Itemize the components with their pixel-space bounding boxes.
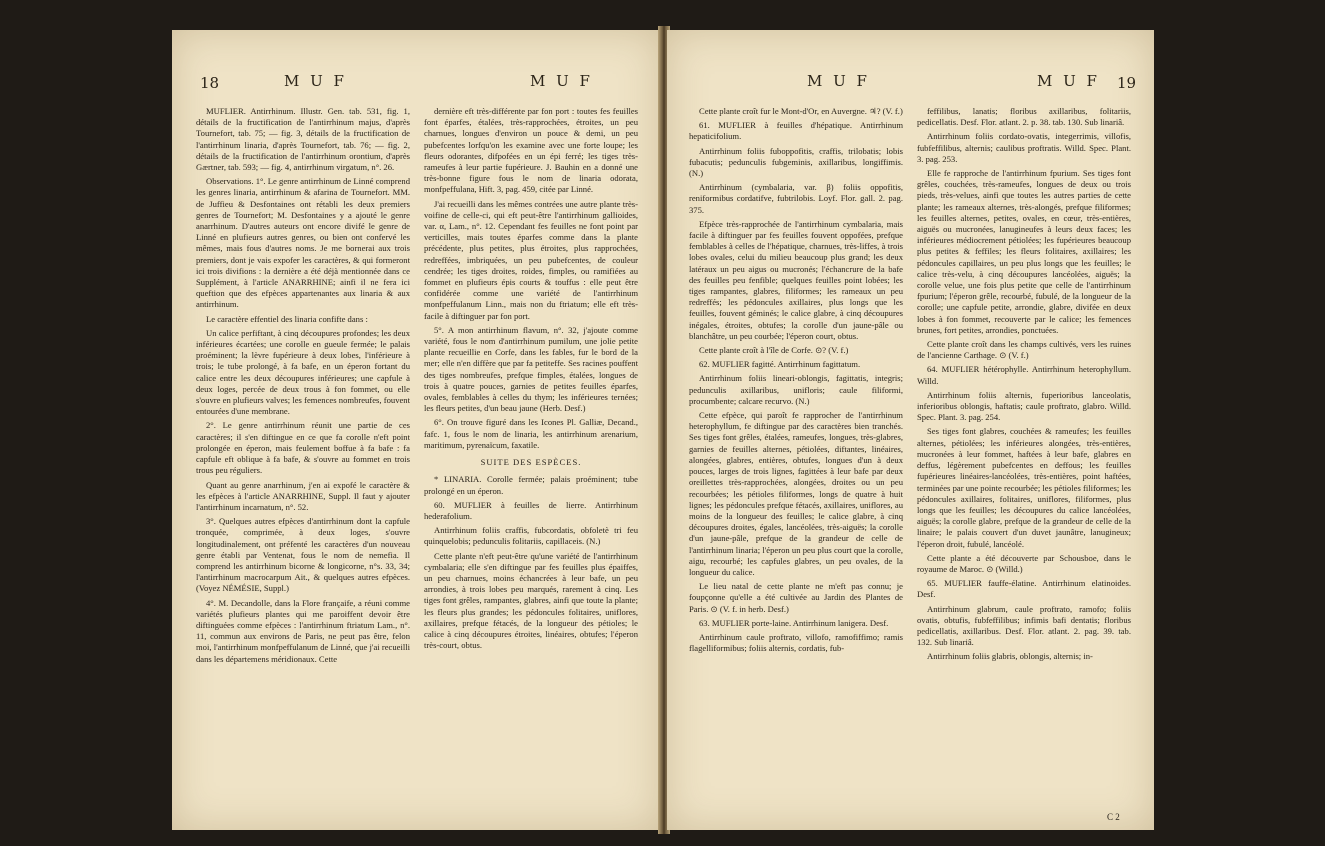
running-header-left: M U F — [284, 72, 347, 90]
paragraph: 5°. A mon antirrhinum flavum, n°. 32, j'ajoute comme variété, fous le nom d'antirrhinum pumilum, une jolie petite plante recueillie en Corfe, dans les fables, fur le bord de la mer; elle n'en diffère que par fa petiteffe. Ses racines pouffent des tiges nombreufes, prefque fimples, étalées, longues de trois à quatre pouces, garnies de petites feuilles éparfes, ovales, femblables à celles du thym; les inférieures ternées; les fleurs petites, d'un beau jaune (Herb. Desf.) — [424, 324, 638, 414]
paragraph: 62. MUFLIER fagitté. Antirrhinum fagittatum. — [699, 359, 861, 370]
paragraph: 64. MUFLIER hétérophylle. Antirrhinum heterophyllum. Willd. — [917, 364, 1131, 386]
paragraph: Le caractère effentiel des linaria confifte dans : — [206, 313, 368, 324]
paragraph: 2°. Le genre antirrhinum réunit une partie de ces caractères; il s'en diftingue en ce que fa corolle n'eft point prolongée en éperon, mais feulement boffue à fa bafe : fa capfule eft oblique à fa bafe, & s'ouvre au fommet en trois trous peu réguliers. — [196, 420, 410, 476]
paragraph: Un calice perfiftant, à cinq découpures profondes; les deux inférieures écartées; une corolle en gueule fermée; le palais proéminent; la lèvre fupérieure à deux lobes, l'inférieure à trois; le tube prolongé, à fa bafe, en un éperon fortant du calice entre les deux découpures inférieures; une capfule à deux loges, percée de deux trous à fon fommet, ou elle s'ouvre en plufieurs valves; les femences nombreufes, fouvent entourées d'une membrane. — [196, 327, 410, 417]
right-page — [667, 30, 1154, 830]
paragraph: dernière eft très-différente par fon port : toutes fes feuilles font éparfes, étalées, très-rapprochées, étroites, un peu charnues, longues d'environ un pouce & demi, un peu pubefcentes lorfqu'on les examine avec une forte loupe; les fleurs odorantes, difpofées en un épi ferré; les tiges très-rameufes à leur partie fupérieure. J. Bauhin en a donné une très-bonne figure fous le nom de linaria odorata, monfpeffulana, Hift. 3, pag. 459, citée par Linné. — [424, 106, 638, 195]
right-column-2 — [917, 106, 1131, 666]
paragraph: Antirrhinum foliis cordato-ovatis, integerrimis, villofis, fubfeffilibus, alternis; caulibus proftratis. Willd. Spec. Plant. 3. pag. 253. — [917, 131, 1131, 164]
paragraph: Antirrhinum (cymbalaria, var. β) foliis oppofitis, reniformibus cordatifve, fubtrilobis. Loyf. Flor. gall. 2. pag. 375. — [689, 182, 903, 215]
paragraph: Cette plante a été découverte par Schousboe, dans le royaume de Maroc. ⊙ (Willd.) — [917, 552, 1131, 574]
paragraph: 61. MUFLIER à feuilles d'hépatique. Antirrhinum hepaticifolium. — [689, 120, 903, 142]
paragraph: J'ai recueilli dans les mêmes contrées une autre plante très-voifine de celle-ci, qui eft peut-être l'antirrhinum gallioides, var. α, Lam., n°. 12. Cependant fes feuilles ne font point par verticilles, mais toutes éparfes comme dans la plante précédente, plus petites, plus étroites, plus rapprochées, redreffées, imbriquées, un peu pubefcentes, de couleur cendrée; les tiges droites, roides, fimples, ou ramifiées au fommet en plufieurs épis courts & touffus : elle peut être confidérée comme une variété de l'antirrhinum monfpeffulanum Linn., mais non du ftriatum; elle eft très-facile à diftinguer par fon port. — [424, 198, 638, 321]
paragraph: MUFLIER. Antirrhinum. Illustr. Gen. tab. 531, fig. 1, détails de la fructification de l'antirrhinum majus, d'après Tournefort, tab. 75; — fig. 3, détails de la fructification de l'antirrhinum linaria, d'après Tournefort, tab. 76; — fig. 2, détails de la fructification de l'antirrhinum orontium, d'après Gærtner, tab. 593; — fig. 4, antirrhinum virgatum, n°. 26. — [196, 106, 410, 173]
paragraph: Cette plante n'eft peut-être qu'une variété de l'antirrhinum cymbalaria; elle s'en diftingue par fes feuilles plus épaiffes, un peu charnues, moins échancrées à leur bafe, un peu arrondies, à trois lobes peu marqués, rarement à cinq. Les tiges font grêles, rampantes, glabres, ainfi que toute la plante; les fleurs plus grandes; les pédoncules folitaires, uniflores, axillaires, prefque fétacés, de la longueur des pétioles; le calice à cinq découpures étroites, linéaires, obtufes; l'éperon très-court, obtus. — [424, 550, 638, 651]
paragraph: 60. MUFLIER à feuilles de lierre. Antirrhinum hederafolium. — [424, 499, 638, 521]
paragraph: 65. MUFLIER fauffe-élatine. Antirrhinum elatinoides. Desf. — [917, 578, 1131, 600]
paragraph: Observations. 1°. Le genre antirrhinum de Linné comprend les genres linaria, antirrhinum & afarina de Tournefort. MM. de Juffieu & Desfontaines ont rétabli les deux premiers genres de Tournefort; M. Desfontaines y a ajouté le genre anarrhinum. D'autres auteurs ont encore divifé le genre de Linné en plufieurs autres genres, ou bien ont confervé les mêmes, mais fous d'autres noms. Je me bornerai aux trois premiers, dont je vais expofer les caractères, & qui formeront ici trois divifions : la dernière a été déjà mentionnée dans ce Supplément, à l'article ANARRHINE; ainfi il ne fera ici queftion que des efpèces appartenantes aux linaria & aux antirrhinum. — [196, 176, 410, 310]
paragraph: Antirrhinum foliis craffis, fubcordatis, obfoletè tri feu quinquelobis; pedunculis folitariis, capillaceis. (N.) — [424, 525, 638, 547]
paragraph: Antirrhinum foliis fuboppofitis, craffis, trilobatis; lobis fubacutis; pedunculis fubgeminis, axillaribus, longiffimis. (N.) — [689, 145, 903, 179]
left-column-1 — [196, 106, 410, 668]
paragraph: Cette plante croît à l'île de Corfe. ⊙? (V. f.) — [699, 345, 849, 356]
paragraph: Ses tiges font glabres, couchées & rameufes; les feuilles alternes, pétiolées; les inférieures alongées, très-entières, mucronées à leur fommet, haftées à leur bafe, glabres en deffus, légèrement pubefcentes en deffous; les feuilles fupérieures linéaires-lancéolées, très-entières, point haftées, terminées par une pointe recourbée; les pétioles filiformes; les pédoncules axillaires, folitaires, uniflores, filiformes, plus longs que les feuilles; les découpures du calice lancéolées, aiguës; la corolle glabre, prefque de la grandeur de celle de la linaire; le palais couvert d'un duvet jaunâtre, lanugineux; l'éperon droit, fubulé, lancéolé. — [917, 426, 1131, 549]
paragraph: Cette efpèce, qui paroît fe rapprocher de l'antirrhinum heterophyllum, fe diftingue par des caractères bien tranchés. Ses tiges font grêles, étalées, rameufes, longues, très-glabres, garnies de feuilles alternes, pétiolées, diftantes, linéaires, alongées, glabres, entières, obtufes, longues d'un à deux pouces, larges de trois lignes, fagittées à leur bafe par deux oreillettes très-rapprochées, alongées, droites ou un peu recourbées; les pétioles filiformes, longs de quatre à huit lignes; les pédoncules prefque fétacés, axillaires, uniflores, au moins de la longueur des feuilles; le calice glabre, à cinq découpures droites, égales, lancéolées, très-aiguës; la corolle d'un jaune-pâle, prefque de la grandeur de celle de l'antirrhinum linaria; l'éperon un peu plus court que la corolle, aigu, recourbé; les capfules glabres, un peu ovales, de la longueur du calice. — [689, 410, 903, 577]
paragraph: feffilibus, lanatis; floribus axillaribus, folitariis, pedicellatis. Desf. Flor. atlant. 2. p. 38. tab. 130. Sub linariâ. — [917, 106, 1131, 128]
left-page — [172, 30, 660, 830]
running-header-right: M U F — [530, 72, 593, 90]
left-column-2-text — [424, 106, 638, 451]
right-column-1 — [689, 106, 903, 657]
paragraph: Antirrhinum foliis lineari-oblongis, fagittatis, integris; pedunculis axillaribus, unifloris; caule filiformi, procumbente; calcare recurvo. (N.) — [689, 373, 903, 406]
paragraph: * LINARIA. Corolle fermée; palais proéminent; tube prolongé en un éperon. — [424, 474, 638, 496]
paragraph: Elle fe rapproche de l'antirrhinum fpurium. Ses tiges font grêles, couchées, très-rameufes, longues de deux ou trois pieds, très-velues, ainfi que toutes les autres parties de cette plante; les rameaux alternes, très-alongés, prefque filiformes; les feuilles alternes, petites, ovales, en cœur, très-entières, aiguës ou mucronées, lanugineufes à leurs deux faces; les inférieures médiocrement pétiolées; les fupérieures beaucoup plus petites & feffiles; les fleurs folitaires, axillaires; les pédoncules capillaires, un peu plus longs que les feuilles; le calice très-velu, à cinq découpures lancéolées, aiguës; la corolle velue, une fois plus petite que celle de l'antirrhinum fpurium; l'éperon grêle, recourbé, fubulé, de la longueur de la corolle; une capfule petite, arrondie, glabre, divifée en deux lobes à fon fommet, recouverte par le calice; les femences brunes, fort petites, arrondies, ponctuées. — [917, 168, 1131, 335]
paragraph: Le lieu natal de cette plante ne m'eft pas connu; je foupçonne qu'elle a été cultivée au Jardin des Plantes de Paris. ⊙ (V. f. in herb. Desf.) — [689, 581, 903, 614]
running-header-left: M U F — [807, 72, 870, 90]
section-title: SUITE DES ESPÈCES. — [480, 457, 582, 468]
paragraph: Cette plante croît fur le Mont-d'Or, en Auvergne. ♃? (V. f.) — [699, 106, 903, 116]
signature-mark: C 2 — [1107, 812, 1120, 822]
left-column-2 — [424, 106, 638, 654]
running-header-right: M U F — [1037, 72, 1100, 90]
paragraph: Antirrhinum glabrum, caule proftrato, ramofo; foliis ovatis, obtufis, fubfeffilibus; infimis bafi dentatis; floribus pedicellatis, axillaribus. Desf. Flor. atlant. 2. pag. 39. tab. 132. Sub linariâ. — [917, 603, 1131, 648]
paragraph: 3°. Quelques autres efpèces d'antirrhinum dont la capfule tronquée, comprimée, à deux loges, s'ouvre longitudinalement, ont préfenté les caractères d'un nouveau genre établi par Ventenat, fous le nom de nemefia. Il comprend les antirrhinum bicorne & longicorne, n°s. 33, 34; l'antirrhinum macrocarpum Ait., & quelques autres efpèces. (Voyez NÉMÉSIE, Suppl.) — [196, 516, 410, 594]
paragraph: Efpèce très-rapprochée de l'antirrhinum cymbalaria, mais facile à diftinguer par fes feuilles fouvent oppofées, prefque femblables à celles de l'hépatique, charnues, très-liffes, à trois lobes ovales, celui du milieu beaucoup plus grand; les deux latéraux un peu aigus ou mucronés; l'échancrure de la bafe des feuilles peu fenfible; quelques feuilles point lobées; les tiges rampantes, glabres, filiformes; les rameaux un peu redreffés; les pédoncules axillaires, plus longs que les feuilles, fouvent géminés; le calice glabre, à cinq découpures inégales, étroites, obtufes; la corolle d'un jaune-pâle ou blanchâtre, un peu courbée; l'éperon court, obtus. — [689, 218, 903, 341]
paragraph: 6°. On trouve figuré dans les Icones Pl. Galliæ, Decand., fafc. 1, fous le nom de linaria, les antirrhinum arenarium, maritimum, pyrenaïcum, faxatile. — [424, 417, 638, 450]
paragraph: Antirrhinum foliis alternis, fuperioribus lanceolatis, inferioribus oblongis, haftatis; caule proftrato, glabro. Willd. Spec. Plant. 3. pag. 254. — [917, 389, 1131, 423]
paragraph: Antirrhinum caule proftrato, villofo, ramofiffimo; ramis flagelliformibus; foliis alternis, cordatis, fub- — [689, 631, 903, 654]
paragraph: 63. MUFLIER porte-laine. Antirrhinum lanigera. Desf. — [699, 617, 889, 628]
paragraph: Antirrhinum foliis glabris, oblongis, alternis; in- — [927, 651, 1093, 662]
page-number: 18 — [200, 74, 220, 92]
paragraph: 4°. M. Decandolle, dans la Flore françaife, a réuni comme variétés plufieurs plantes qui me paroiffent devoir être diftinguées comme efpèces : l'antirrhinum ftriatum Lam., n°. 11, commun aux environs de Paris, ne peut pas être, felon moi, l'antirrhinum monfpeffulanum de Linné, que j'ai recueilli dans les départemens méridionaux. Cette — [196, 597, 410, 664]
paragraph: Cette plante croît dans les champs cultivés, vers les ruines de l'ancienne Carthage. ⊙ (V. f.) — [917, 339, 1131, 361]
left-column-2-continued — [424, 474, 638, 651]
paragraph: Quant au genre anarrhinum, j'en ai expofé le caractère & les efpèces à l'article ANARRHINE, Suppl. Il faut y ajouter l'antirrhinum incarnatum, n°. 52. — [196, 479, 410, 512]
page-number: 19 — [1117, 74, 1137, 92]
